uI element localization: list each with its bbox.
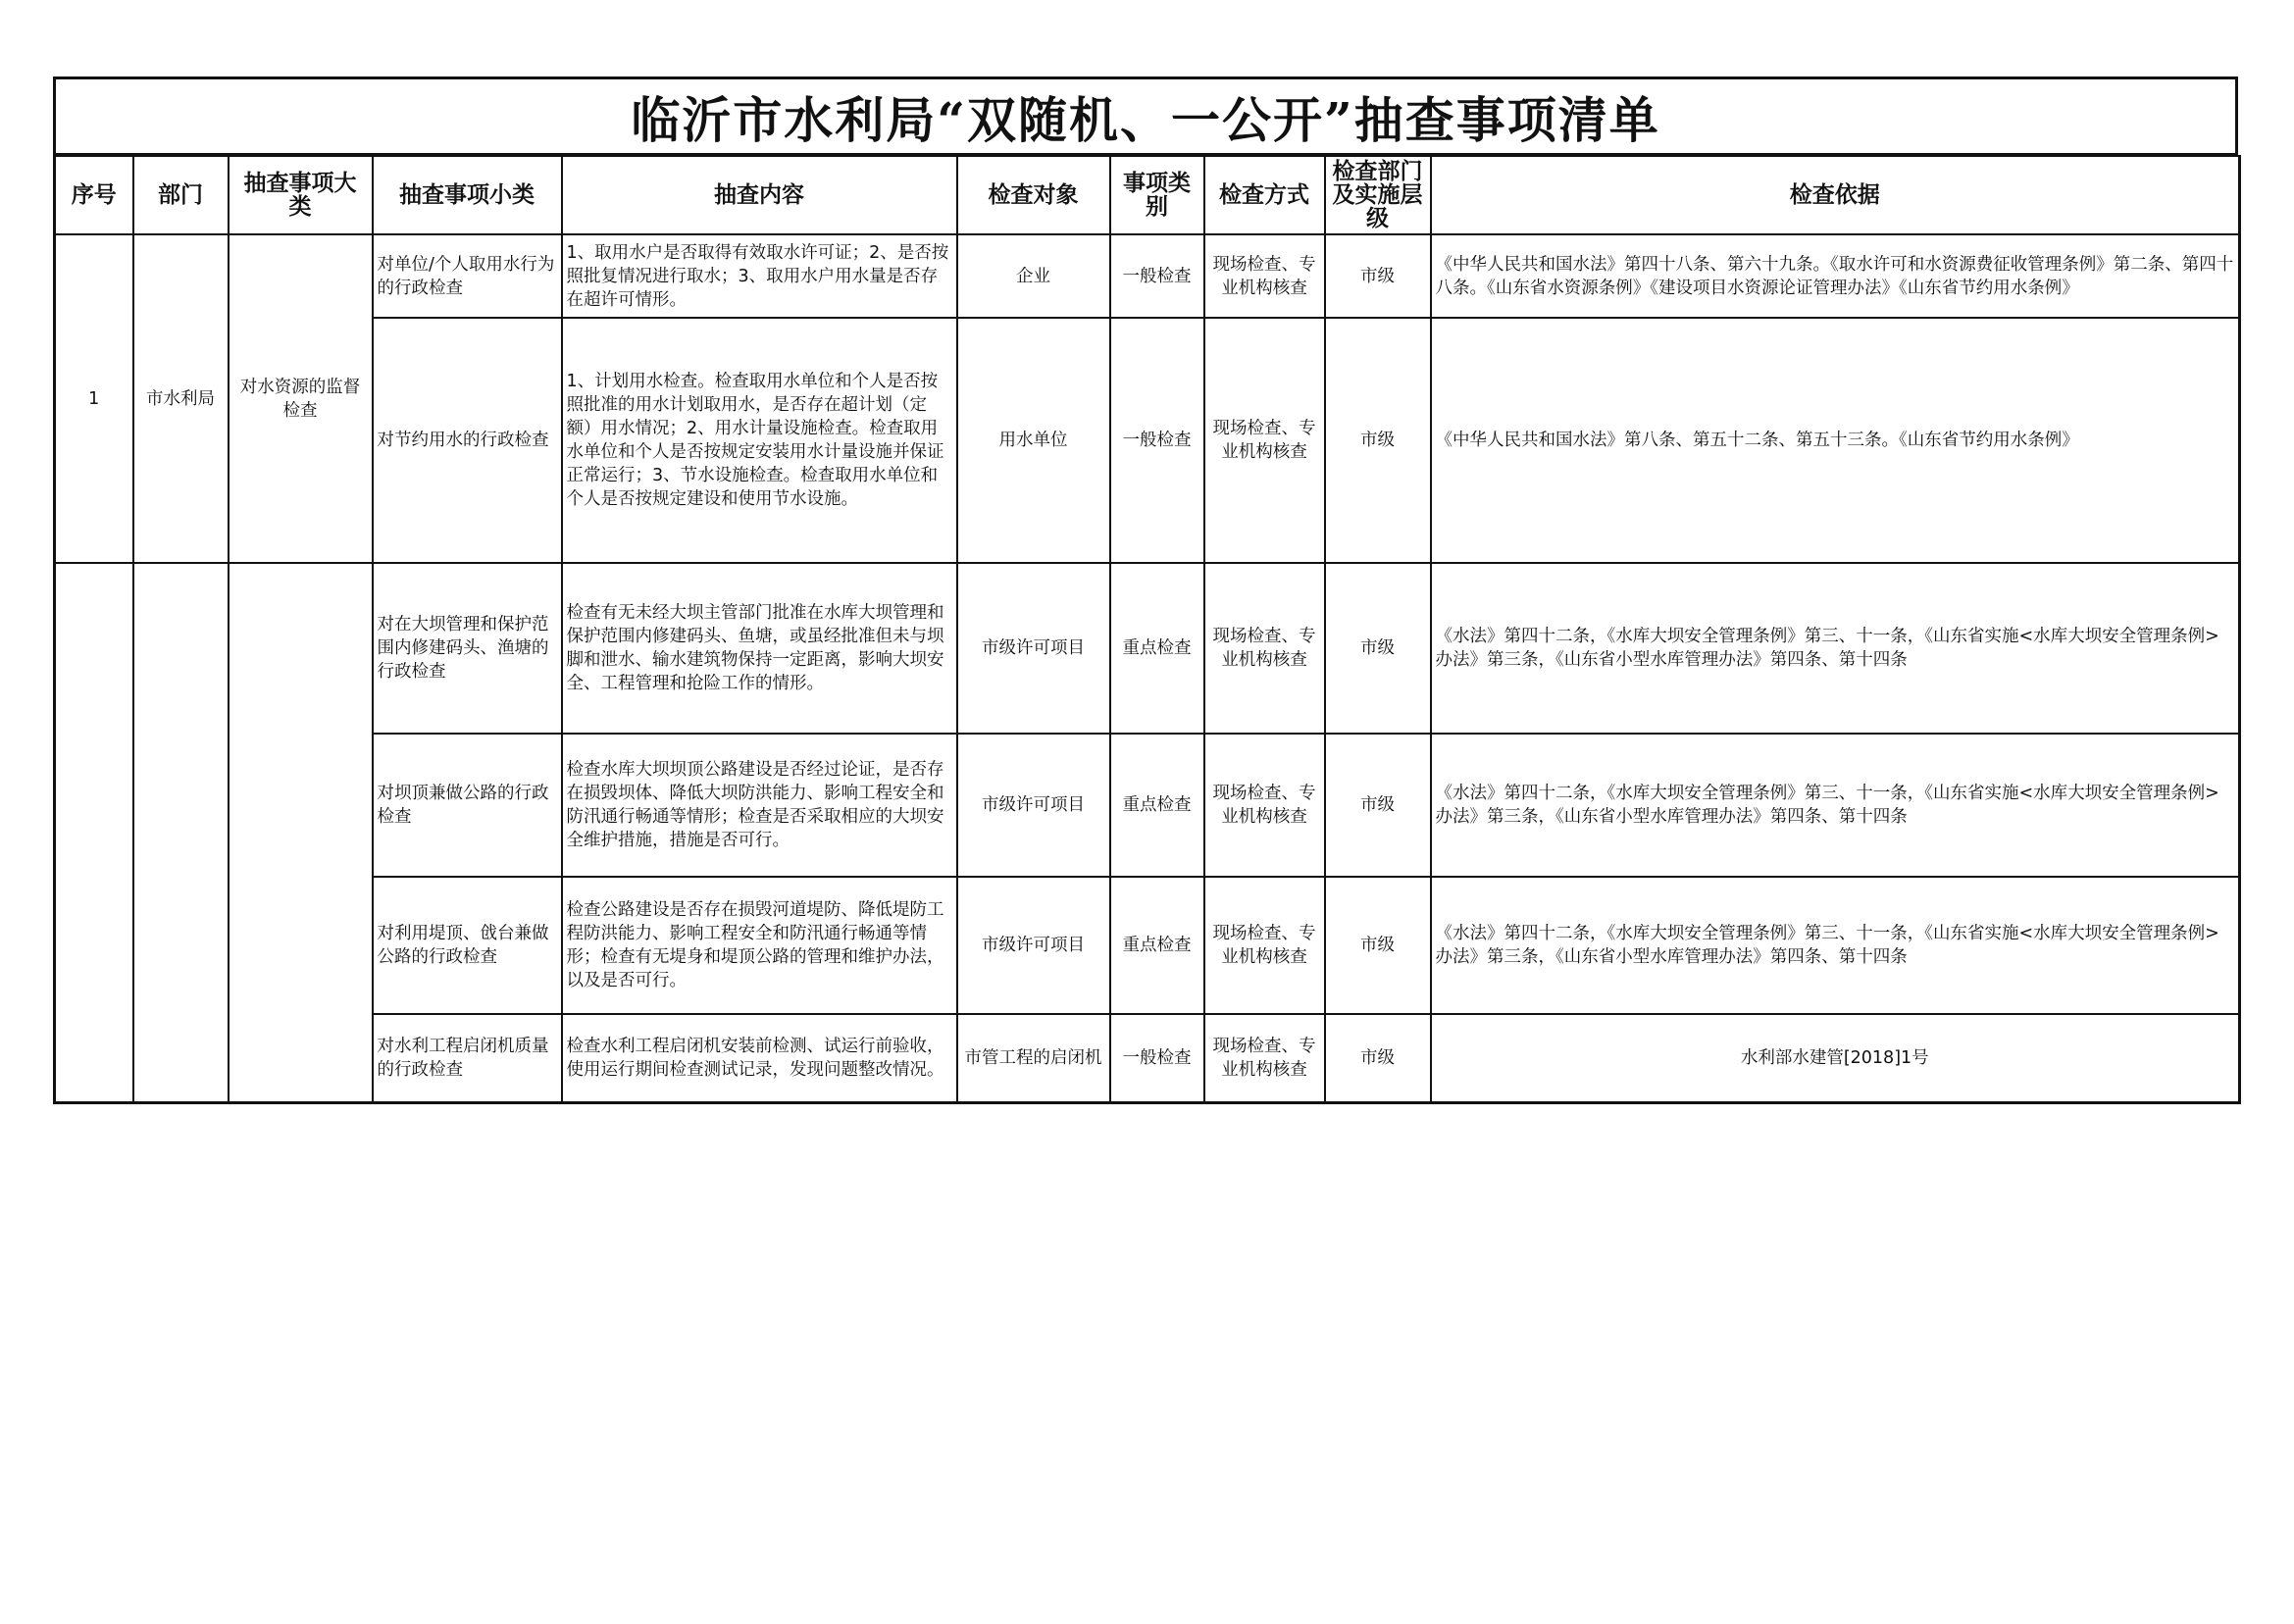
cell-type: 重点检查 <box>1110 877 1204 1014</box>
cell-object: 市级许可项目 <box>957 877 1110 1014</box>
cell-content: 检查水利工程启闭机安装前检测、试运行前验收，使用运行期间检查测试记录，发现问题整改情况。 <box>562 1014 957 1102</box>
header-major: 抽查事项大类 <box>229 156 373 234</box>
cell-minor: 对节约用水的行政检查 <box>373 318 562 563</box>
cell-basis: 《中华人民共和国水法》第四十八条、第六十九条。《取水许可和水资源费征收管理条例》第二条、第四十八条。《山东省水资源条例》《建设项目水资源论证管理办法》《山东省节约用水条例》 <box>1431 234 2240 318</box>
cell-level: 市级 <box>1325 234 1431 318</box>
inspection-list-sheet <box>53 76 2238 1104</box>
title-row <box>53 76 2238 155</box>
cell-object: 用水单位 <box>957 318 1110 563</box>
cell-object: 市级许可项目 <box>957 734 1110 877</box>
cell-level: 市级 <box>1325 563 1431 734</box>
cell-minor: 对利用堤顶、戗台兼做公路的行政检查 <box>373 877 562 1014</box>
header-content: 抽查内容 <box>562 156 957 234</box>
cell-level: 市级 <box>1325 877 1431 1014</box>
cell-basis: 《水法》第四十二条，《水库大坝安全管理条例》第三、十一条，《山东省实施<水库大坝安全管理条例>办法》第三条，《山东省小型水库管理办法》第四条、第十四条 <box>1431 734 2240 877</box>
cell-seq <box>55 563 133 1102</box>
cell-method: 现场检查、专业机构核查 <box>1204 318 1325 563</box>
header-method: 检查方式 <box>1204 156 1325 234</box>
cell-content: 检查公路建设是否存在损毁河道堤防、降低堤防工程防洪能力、影响工程安全和防汛通行畅通等情形；检查有无堤身和堤顶公路的管理和维护办法，以及是否可行。 <box>562 877 957 1014</box>
cell-minor: 对坝顶兼做公路的行政检查 <box>373 734 562 877</box>
table-row <box>55 877 2240 1014</box>
cell-type: 一般检查 <box>1110 318 1204 563</box>
cell-basis: 《水法》第四十二条，《水库大坝安全管理条例》第三、十一条，《山东省实施<水库大坝安全管理条例>办法》第三条，《山东省小型水库管理办法》第四条、第十四条 <box>1431 877 2240 1014</box>
cell-major <box>229 563 373 1102</box>
table-row <box>55 234 2240 318</box>
cell-object: 市管工程的启闭机 <box>957 1014 1110 1102</box>
cell-content: 检查水库大坝坝顶公路建设是否经过论证，是否存在损毁坝体、降低大坝防洪能力、影响工程安全和防汛通行畅通等情形；检查是否采取相应的大坝安全维护措施，措施是否可行。 <box>562 734 957 877</box>
cell-type: 重点检查 <box>1110 563 1204 734</box>
cell-method: 现场检查、专业机构核查 <box>1204 1014 1325 1102</box>
cell-minor: 对单位/个人取用水行为的行政检查 <box>373 234 562 318</box>
cell-minor: 对在大坝管理和保护范围内修建码头、渔塘的行政检查 <box>373 563 562 734</box>
cell-basis: 水利部水建管[2018]1号 <box>1431 1014 2240 1102</box>
cell-method: 现场检查、专业机构核查 <box>1204 734 1325 877</box>
cell-content: 检查有无未经大坝主管部门批准在水库大坝管理和保护范围内修建码头、鱼塘，或虽经批准但未与坝脚和泄水、输水建筑物保持一定距离，影响大坝安全、工程管理和抢险工作的情形。 <box>562 563 957 734</box>
cell-method: 现场检查、专业机构核查 <box>1204 877 1325 1014</box>
cell-method: 现场检查、专业机构核查 <box>1204 234 1325 318</box>
cell-major: 对水资源的监督检查 <box>229 234 373 563</box>
header-object: 检查对象 <box>957 156 1110 234</box>
header-level: 检查部门及实施层级 <box>1325 156 1431 234</box>
header-dept: 部门 <box>133 156 229 234</box>
cell-content: 1、计划用水检查。检查取用水单位和个人是否按照批准的用水计划取用水，是否存在超计划（定额）用水情况；2、用水计量设施检查。检查取用水单位和个人是否按规定安装用水计量设施并保证正常运行；3、节水设施检查。检查取用水单位和个人是否按规定建设和使用节水设施。 <box>562 318 957 563</box>
table-row <box>55 563 2240 734</box>
cell-object: 市级许可项目 <box>957 563 1110 734</box>
cell-level: 市级 <box>1325 1014 1431 1102</box>
cell-basis: 《水法》第四十二条，《水库大坝安全管理条例》第三、十一条，《山东省实施<水库大坝安全管理条例>办法》第三条，《山东省小型水库管理办法》第四条、第十四条 <box>1431 563 2240 734</box>
page-title: 临沂市水利局“双随机、一公开”抽查事项清单 <box>631 90 1660 149</box>
cell-level: 市级 <box>1325 318 1431 563</box>
cell-type: 一般检查 <box>1110 234 1204 318</box>
cell-type: 一般检查 <box>1110 1014 1204 1102</box>
cell-method: 现场检查、专业机构核查 <box>1204 563 1325 734</box>
cell-type: 重点检查 <box>1110 734 1204 877</box>
cell-content: 1、取用水户是否取得有效取水许可证；2、是否按照批复情况进行取水；3、取用水户用水量是否存在超许可情形。 <box>562 234 957 318</box>
cell-object: 企业 <box>957 234 1110 318</box>
header-basis: 检查依据 <box>1431 156 2240 234</box>
cell-seq: 1 <box>55 234 133 563</box>
table-row <box>55 318 2240 563</box>
table-row <box>55 1014 2240 1102</box>
cell-level: 市级 <box>1325 734 1431 877</box>
header-type: 事项类别 <box>1110 156 1204 234</box>
inspection-table <box>53 155 2241 1104</box>
table-row <box>55 734 2240 877</box>
cell-basis: 《中华人民共和国水法》第八条、第五十二条、第五十三条。《山东省节约用水条例》 <box>1431 318 2240 563</box>
cell-minor: 对水利工程启闭机质量的行政检查 <box>373 1014 562 1102</box>
header-seq: 序号 <box>55 156 133 234</box>
cell-dept <box>133 563 229 1102</box>
cell-dept: 市水利局 <box>133 234 229 563</box>
header-row <box>55 156 2240 234</box>
header-minor: 抽查事项小类 <box>373 156 562 234</box>
